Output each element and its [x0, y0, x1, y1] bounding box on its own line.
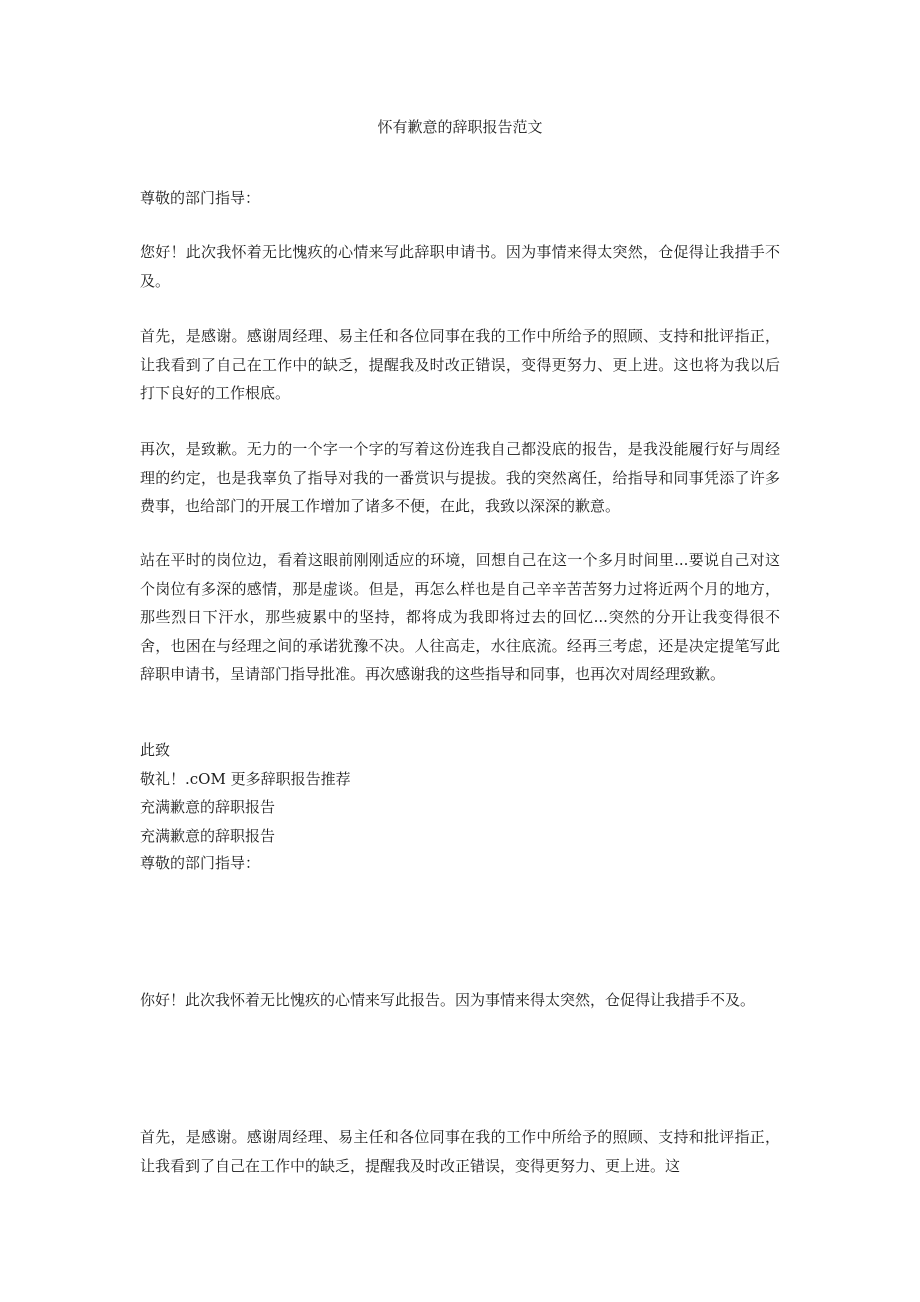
closing-block [140, 736, 780, 850]
body-paragraph-thanks: 首先，是感谢。感谢周经理、易主任和各位同事在我的工作中所给予的照顾、支持和批评指正，让我看到了自己在工作中的缺乏，提醒我及时改正错误，变得更努力、更上进。这也将为我以后打下良好的工作根底。 [140, 327, 780, 402]
document-title: 怀有歉意的辞职报告范文 [377, 118, 543, 136]
body-paragraph-greeting: 您好！此次我怀着无比愧疚的心情来写此辞职申请书。因为事情来得太突然，仓促得让我措手不及。 [140, 243, 780, 290]
related-report-link: 充满歉意的辞职报告 [140, 798, 276, 816]
closing-line: 敬礼！.cOM 更多辞职报告推荐 [140, 769, 351, 788]
body-paragraph-thanks: 首先，是感谢。感谢周经理、易主任和各位同事在我的工作中所给予的照顾、支持和批评指正，让我看到了自己在工作中的缺乏，提醒我及时改正错误，变得更努力、更上进。这 [140, 1128, 780, 1175]
salutation: 尊敬的部门指导： [140, 189, 261, 207]
related-report-link: 充满歉意的辞职报告 [140, 826, 276, 845]
body-paragraph-greeting: 你好！此次我怀着无比愧疚的心情来写此报告。因为事情来得太突然，仓促得让我措手不及。 [140, 991, 756, 1009]
body-paragraph-reflection: 站在平时的岗位边，看着这眼前刚刚适应的环境，回想自己在这一个多月时间里...要说自己对这个岗位有多深的感情，那是虚谈。但是，再怎么样也是自己辛辛苦苦努力过将近两个月的地方，那些烈日下汗水，那些疲累中的坚持，都将成为我即将过去的回忆...突然的分开让我变得很不舍，也困在与经理之间的承诺犹豫不决。人往高走，水往底流。经再三考虑，还是决定提笔写此辞职申请书，呈请部门指导批准。再次感谢我的这些指导和同事，也再次对周经理致歉。 [140, 551, 780, 683]
closing-line: 此致 [140, 741, 171, 759]
body-paragraph-apology: 再次，是致歉。无力的一个字一个字的写着这份连我自己都没底的报告，是我没能履行好与周经理的约定，也是我辜负了指导对我的一番赏识与提拔。我的突然离任，给指导和同事凭添了许多费事，也给部门的开展工作增加了诸多不便，在此，我致以深深的歉意。 [140, 440, 780, 515]
salutation: 尊敬的部门指导： [140, 854, 261, 872]
